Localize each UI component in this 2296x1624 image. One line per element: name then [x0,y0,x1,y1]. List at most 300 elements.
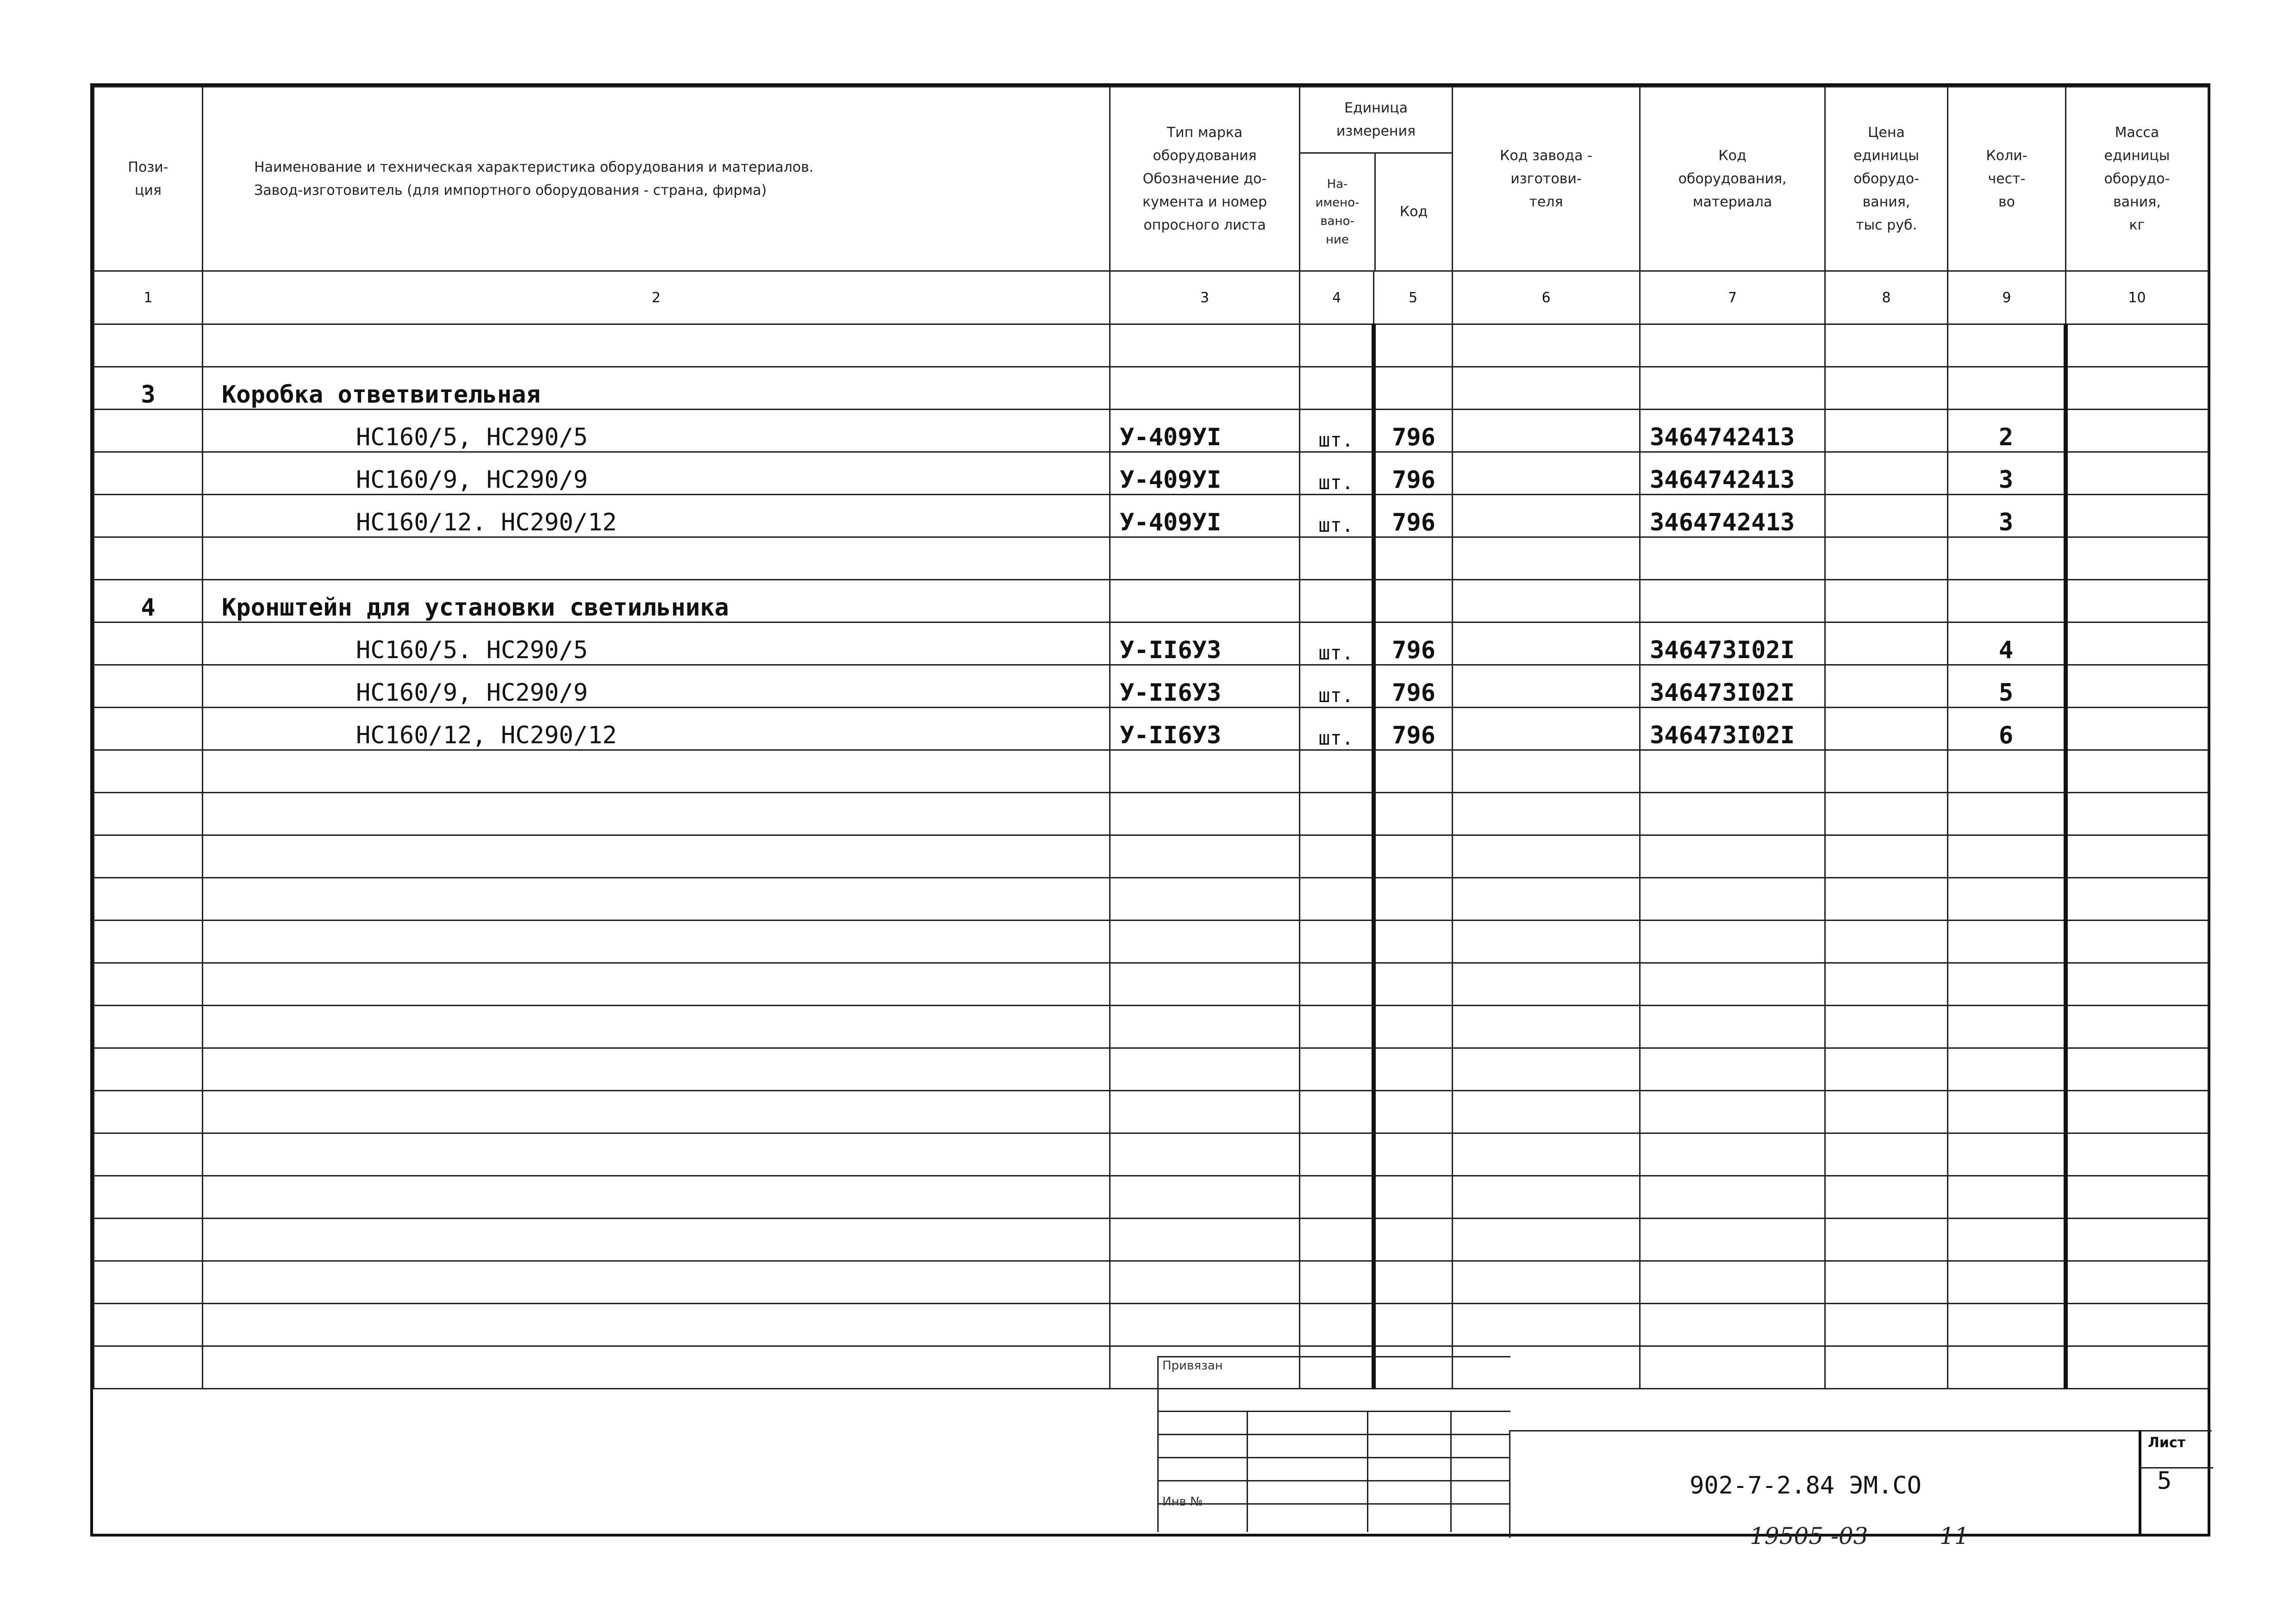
col-number: 2 [203,271,1110,324]
inventory-label: Инв № [1162,1495,1203,1509]
unit-cell [1300,1304,1374,1346]
type-cell [1110,1048,1300,1091]
unit-code-cell [1374,963,1453,1006]
unit-code-cell: 796 [1374,665,1453,708]
header-line: Пози- [128,159,168,175]
header-line: оборудования [1153,147,1257,164]
header-line: Цена [1868,124,1905,141]
unit-cell [1300,921,1374,963]
header-plant-code [1453,87,1640,271]
table-row [94,878,2209,921]
position-cell [94,1304,203,1346]
mass-cell [2066,452,2209,495]
quantity-cell [1948,878,2066,921]
name-cell: Коробка ответвительная [203,367,1110,410]
mass-cell [2066,1091,2209,1133]
unit-cell [1300,1006,1374,1048]
quantity-cell: 6 [1948,708,2066,750]
position-cell [94,452,203,495]
name-cell: НС160/5. НС290/5 [203,622,1110,665]
price-cell [1825,708,1948,750]
price-cell [1825,835,1948,878]
mass-cell [2066,963,2209,1006]
plant-code-cell [1453,537,1640,580]
plant-code-cell [1453,1304,1640,1346]
mass-cell [2066,495,2209,537]
col-number: 7 [1640,271,1825,324]
mass-cell [2066,1048,2209,1091]
name-cell [203,793,1110,835]
equipment-code-cell [1640,537,1825,580]
col-number: 9 [1948,271,2066,324]
name-cell: НС160/9, НС290/9 [203,452,1110,495]
name-cell [203,1091,1110,1133]
position-cell [94,665,203,708]
header-line: Обозначение до- [1142,170,1267,187]
unit-cell [1300,1176,1374,1219]
header-line: Тип марка [1167,124,1243,141]
plant-code-cell [1453,410,1640,452]
unit-cell: шт. [1300,665,1374,708]
unit-cell: шт. [1300,452,1374,495]
name-cell [203,324,1110,367]
unit-code-cell [1374,750,1453,793]
table-row [94,410,2209,452]
name-cell [203,1346,1110,1389]
mass-cell [2066,580,2209,622]
unit-cell [1300,835,1374,878]
position-cell [94,1176,203,1219]
position-cell [94,1133,203,1176]
unit-cell [1300,1048,1374,1091]
equipment-code-cell [1640,921,1825,963]
equipment-code-cell: 346473I02I [1640,622,1825,665]
unit-code-cell [1374,324,1453,367]
header-line: На- [1327,177,1348,191]
equipment-code-cell [1640,793,1825,835]
price-cell [1825,324,1948,367]
quantity-cell [1948,963,2066,1006]
unit-cell [1300,580,1374,622]
price-cell [1825,1346,1948,1389]
type-cell [1110,1219,1300,1261]
quantity-cell [1948,1048,2066,1091]
position-cell [94,1091,203,1133]
unit-code-cell [1374,580,1453,622]
name-cell: НС160/9, НС290/9 [203,665,1110,708]
plant-code-cell [1453,1006,1640,1048]
mass-cell [2066,708,2209,750]
position-cell [94,921,203,963]
header-line: оборудо- [1853,170,1919,187]
position-cell [94,1048,203,1091]
header-line: Коли- [1986,147,2028,164]
header-equipment-code [1640,87,1825,271]
mass-cell [2066,921,2209,963]
col-number: 10 [2066,271,2209,324]
header-line: измерения [1336,123,1416,139]
header-price [1825,87,1948,271]
type-cell [1110,1261,1300,1304]
equipment-code-cell [1640,963,1825,1006]
unit-code-cell [1374,793,1453,835]
table-body [94,324,2209,1389]
header-line: во [1998,193,2015,210]
header-line: Код [1718,147,1747,164]
price-cell [1825,1176,1948,1219]
mass-cell [2066,622,2209,665]
mass-cell [2066,324,2209,367]
quantity-cell [1948,921,2066,963]
name-cell: НС160/12, НС290/12 [203,708,1110,750]
type-cell [1110,835,1300,878]
unit-cell [1300,750,1374,793]
header-line: ние [1326,233,1349,247]
position-cell [94,793,203,835]
unit-code-cell [1374,1304,1453,1346]
unit-cell [1300,1133,1374,1176]
header-line: Наименование и техническая характеристика оборудования и материалов. [254,159,814,175]
plant-code-cell [1453,921,1640,963]
type-cell: У-409УI [1110,452,1300,495]
name-cell: НС160/12. НС290/12 [203,495,1110,537]
table-row [94,1261,2209,1304]
type-cell: У-II6УЗ [1110,665,1300,708]
price-cell [1825,580,1948,622]
specification-table [93,86,2209,1389]
unit-cell [1300,1219,1374,1261]
table-row [94,1006,2209,1048]
quantity-cell [1948,835,2066,878]
quantity-cell [1948,324,2066,367]
unit-cell: шт. [1300,708,1374,750]
mass-cell [2066,793,2209,835]
table-row [94,1176,2209,1219]
header-line: опросного листа [1143,217,1266,233]
unit-cell [1300,963,1374,1006]
plant-code-cell [1453,963,1640,1006]
header-quantity [1948,87,2066,271]
header-line: Код завода - [1500,147,1592,164]
equipment-code-cell [1640,1219,1825,1261]
sheet-label: Лист [2148,1435,2186,1451]
table-row [94,921,2209,963]
quantity-cell [1948,367,2066,410]
quantity-cell: 3 [1948,452,2066,495]
name-cell [203,750,1110,793]
position-cell [94,410,203,452]
plant-code-cell [1453,750,1640,793]
position-cell [94,835,203,878]
quantity-cell [1948,537,2066,580]
price-cell [1825,1261,1948,1304]
unit-code-cell [1374,1091,1453,1133]
mass-cell [2066,1133,2209,1176]
header-name [203,87,1110,271]
type-cell: У-II6УЗ [1110,708,1300,750]
plant-code-cell [1453,1091,1640,1133]
header-line: кумента и номер [1142,193,1267,210]
type-cell [1110,1006,1300,1048]
quantity-cell: 5 [1948,665,2066,708]
type-cell [1110,1091,1300,1133]
name-cell [203,835,1110,878]
header-line: кг [2129,217,2145,233]
plant-code-cell [1453,878,1640,921]
equipment-code-cell: 346474241З [1640,495,1825,537]
plant-code-cell [1453,495,1640,537]
name-cell: Кронштейн для установки светильника [203,580,1110,622]
col-number: 4 [1300,271,1374,324]
price-cell [1825,1006,1948,1048]
unit-cell [1300,537,1374,580]
equipment-code-cell [1640,1048,1825,1091]
unit-code-cell [1374,1133,1453,1176]
header-line: вано- [1320,214,1354,228]
unit-code-cell: 796 [1374,495,1453,537]
type-cell [1110,537,1300,580]
plant-code-cell [1453,452,1640,495]
price-cell [1825,1219,1948,1261]
price-cell [1825,921,1948,963]
name-cell [203,1048,1110,1091]
unit-code-cell [1374,1219,1453,1261]
sheet-number: 5 [2157,1467,2172,1495]
quantity-cell: 2 [1948,410,2066,452]
mass-cell [2066,1346,2209,1389]
table-row [94,367,2209,410]
quantity-cell [1948,1091,2066,1133]
header-line: вания, [1862,193,1910,210]
name-cell [203,921,1110,963]
table-row [94,1304,2209,1346]
unit-code-cell [1374,921,1453,963]
col-number: 1 [94,271,203,324]
table-row [94,708,2209,750]
price-cell [1825,665,1948,708]
position-cell [94,963,203,1006]
quantity-cell [1948,1133,2066,1176]
price-cell [1825,963,1948,1006]
col-number: 8 [1825,271,1948,324]
position-cell [94,537,203,580]
unit-code-cell [1374,367,1453,410]
table-row [94,1091,2209,1133]
quantity-cell [1948,1219,2066,1261]
column-numbers-row [94,271,2209,324]
header-position [94,87,203,271]
plant-code-cell [1453,580,1640,622]
equipment-code-cell [1640,324,1825,367]
type-cell [1110,367,1300,410]
quantity-cell: 3 [1948,495,2066,537]
type-cell [1110,878,1300,921]
type-cell [1110,1176,1300,1219]
equipment-code-cell: 346474241З [1640,410,1825,452]
price-cell [1825,622,1948,665]
name-cell [203,1006,1110,1048]
position-cell [94,622,203,665]
mass-cell [2066,835,2209,878]
unit-code-cell: 796 [1374,708,1453,750]
header-line: изготови- [1510,170,1582,187]
unit-cell [1300,367,1374,410]
position-cell: 3 [94,367,203,410]
price-cell [1825,750,1948,793]
price-cell [1825,1133,1948,1176]
name-cell [203,1176,1110,1219]
header-row [94,87,2209,271]
unit-code-cell [1374,1048,1453,1091]
position-cell [94,495,203,537]
plant-code-cell [1453,793,1640,835]
mass-cell [2066,665,2209,708]
mass-cell [2066,750,2209,793]
header-line: материала [1692,193,1772,210]
plant-code-cell [1453,708,1640,750]
unit-cell: шт. [1300,495,1374,537]
position-cell [94,1006,203,1048]
plant-code-cell [1453,1176,1640,1219]
unit-cell: шт. [1300,622,1374,665]
header-line: теля [1529,193,1563,210]
unit-cell [1300,878,1374,921]
header-line: оборудо- [2104,170,2170,187]
header-line: единицы [2104,147,2170,164]
name-cell [203,1261,1110,1304]
table-row [94,537,2209,580]
table-row [94,1346,2209,1389]
unit-cell: шт. [1300,410,1374,452]
mass-cell [2066,1304,2209,1346]
equipment-code-cell [1640,835,1825,878]
quantity-cell: 4 [1948,622,2066,665]
name-cell [203,878,1110,921]
quantity-cell [1948,1176,2066,1219]
quantity-cell [1948,1006,2066,1048]
position-cell [94,878,203,921]
plant-code-cell [1453,324,1640,367]
position-cell [94,1261,203,1304]
header-unit-name [1300,154,1376,270]
unit-code-cell [1374,1261,1453,1304]
header-line: оборудования, [1678,170,1787,187]
price-cell [1825,1304,1948,1346]
position-cell [94,1219,203,1261]
price-cell [1825,367,1948,410]
unit-code-cell: 796 [1374,622,1453,665]
header-line: Код [1399,204,1428,220]
plant-code-cell [1453,367,1640,410]
unit-code-cell [1374,1006,1453,1048]
name-cell [203,963,1110,1006]
quantity-cell [1948,1304,2066,1346]
table-row [94,452,2209,495]
mass-cell [2066,1219,2209,1261]
type-cell [1110,750,1300,793]
equipment-code-cell: 346474241З [1640,452,1825,495]
plant-code-cell [1453,1261,1640,1304]
unit-cell [1300,324,1374,367]
plant-code-cell [1453,835,1640,878]
header-mass [2066,87,2209,271]
equipment-code-cell [1640,1176,1825,1219]
mass-cell [2066,878,2209,921]
table-row [94,835,2209,878]
table-row [94,793,2209,835]
price-cell [1825,452,1948,495]
type-cell: У-II6УЗ [1110,622,1300,665]
equipment-code-cell [1640,1261,1825,1304]
header-line: единицы [1853,147,1919,164]
header-line: ция [135,182,162,199]
col-number: 3 [1110,271,1300,324]
price-cell [1825,495,1948,537]
col-number: 5 [1374,271,1453,324]
header-unit-code [1376,154,1452,270]
unit-code-cell [1374,1176,1453,1219]
position-cell: 4 [94,580,203,622]
mass-cell [2066,410,2209,452]
plant-code-cell [1453,622,1640,665]
header-line: Единица [1344,100,1408,116]
plant-code-cell [1453,1219,1640,1261]
table-row [94,622,2209,665]
equipment-code-cell [1640,1133,1825,1176]
position-cell [94,1346,203,1389]
table-row [94,963,2209,1006]
header-line: имено- [1315,196,1360,210]
type-cell [1110,921,1300,963]
equipment-code-cell [1640,1091,1825,1133]
header-unit-group [1300,87,1452,154]
price-cell [1825,537,1948,580]
type-cell [1110,793,1300,835]
position-cell [94,708,203,750]
unit-code-cell [1374,537,1453,580]
equipment-code-cell [1640,1304,1825,1346]
price-cell [1825,793,1948,835]
mass-cell [2066,1176,2209,1219]
type-cell [1110,580,1300,622]
linked-label: Привязан [1162,1359,1223,1373]
price-cell [1825,410,1948,452]
unit-cell [1300,1091,1374,1133]
table-row [94,495,2209,537]
handwritten-note: 19505 -03 [1750,1523,1868,1549]
document-code: 902-7-2.84 ЭМ.СО [1690,1472,1922,1500]
quantity-cell [1948,793,2066,835]
table-row [94,1219,2209,1261]
header-line: чест- [1988,170,2026,187]
equipment-code-cell [1640,1346,1825,1389]
type-cell [1110,1304,1300,1346]
header-line: тыс руб. [1855,217,1917,233]
table-row [94,580,2209,622]
position-cell [94,750,203,793]
name-cell: НС160/5, НС290/5 [203,410,1110,452]
table-row [94,1133,2209,1176]
table-row [94,750,2209,793]
equipment-code-cell [1640,580,1825,622]
equipment-code-cell [1640,878,1825,921]
table-row [94,665,2209,708]
quantity-cell [1948,750,2066,793]
name-cell [203,1304,1110,1346]
mass-cell [2066,367,2209,410]
price-cell [1825,1048,1948,1091]
unit-code-cell [1374,878,1453,921]
